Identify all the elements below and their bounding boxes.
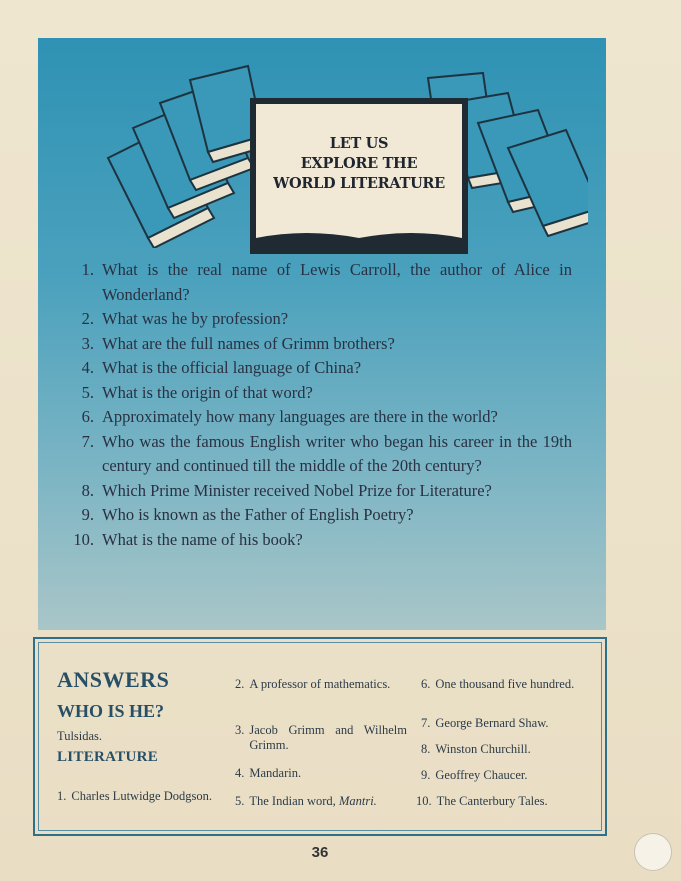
question-item: 2. What was he by profession? (81, 309, 289, 328)
question-item: 10. What is the name of his book? (73, 529, 303, 549)
question-item: 6. Approximately how many languages are there in the world? (81, 407, 498, 426)
answer-item: 2. A professor of mathematics. (235, 677, 391, 691)
answer-item: 6. One thousand five hundred. (421, 677, 575, 691)
answers-title: ANSWERS (57, 667, 170, 692)
question-item: 8. Which Prime Minister received Nobel Prize for Literature? (81, 480, 492, 500)
banner-line-2: EXPLORE THE (300, 155, 418, 172)
banner-line-3: WORLD LITERATURE (273, 175, 445, 192)
answer-item: 10. The Canterbury Tales. (416, 794, 548, 808)
question-list (72, 258, 572, 552)
question-item: 4. What is the official language of China? (81, 358, 362, 377)
who-is-he-heading: WHO IS HE? (57, 701, 165, 721)
answer-item: 3. Jacob Grimm and Wilhelm Grimm. (235, 723, 407, 752)
answer-item: 1. Charles Lutwidge Dodgson. (57, 789, 212, 803)
answer-item: 9. Geoffrey Chaucer. (421, 768, 528, 782)
logo-stamp-icon (634, 833, 672, 871)
question-item: 3. What are the full names of Grimm brothers? (81, 333, 395, 353)
question-item: 5. What is the origin of that word? (81, 382, 313, 402)
question-item: 1. What is the real name of Lewis Carroll, the author of Alice in Wonderland? (81, 260, 572, 304)
literature-heading: LITERATURE (57, 749, 159, 765)
answer-item: 8. Winston Churchill. (421, 742, 531, 756)
banner-line-1: LET US (329, 135, 389, 152)
title-banner (250, 98, 468, 254)
answer-item: 4. Mandarin. (235, 766, 302, 780)
open-book-icon (256, 226, 462, 248)
question-item: 9. Who is known as the Father of English Poetry? (81, 505, 414, 524)
question-item: 7. Who was the famous English writer who began his career in the 19th century and continued till the middle of the 20th century? (81, 431, 572, 475)
answer-item: 5. The Indian word, Mantri. (235, 794, 377, 808)
who-is-he-answer: Tulsidas. (57, 729, 103, 743)
answers-box (33, 637, 607, 836)
answer-item: 7. George Bernard Shaw. (421, 716, 549, 730)
page-number: 36 (311, 844, 329, 861)
